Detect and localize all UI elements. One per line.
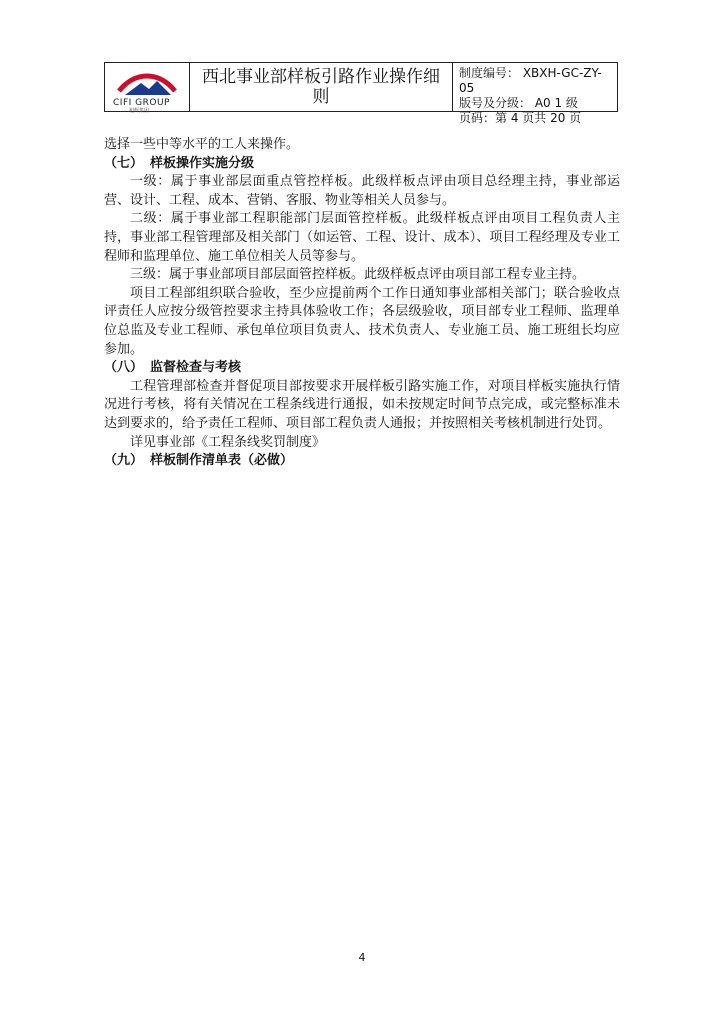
paragraph: 一级：属于事业部层面重点管控样板。此级样板点评由项目总经理主持，事业部运营、设计、工程、成本、营销、客服、物业等相关人员参与。 xyxy=(104,174,620,208)
document-code: 制度编号： XBXH-GC-ZY-05 xyxy=(459,66,602,95)
section-heading-8 xyxy=(104,359,620,378)
section-title: 监督检查与考核 xyxy=(150,360,242,376)
section-title: 样板操作实施分级 xyxy=(150,155,255,171)
logo-subtext: 旭辉集团 xyxy=(129,108,150,114)
document-page-info: 页码：第 4 页共 20 页 xyxy=(459,111,582,125)
paragraph: 项目工程部组织联合验收，至少应提前两个工作日通知事业部相关部门；联合验收点评责任人应按分级管控要求主持具体验收工作；各层级验收，项目部专业工程师、监理单位总监及专业工程师、承包单位项目负责人、技术负责人、专业施工员、施工班组长均应参加。 xyxy=(104,285,620,357)
document-body xyxy=(104,136,620,471)
paragraph: 二级：属于事业部工程职能部门层面管控样板。此级样板点评由项目工程负责人主持，事业部工程管理部及相关部门（如运管、工程、设计、成本）、项目工程经理及专业工程师和监理单位、施工单位相关人员等参与。 xyxy=(104,211,620,264)
section-heading-9 xyxy=(104,452,620,471)
document-header-table xyxy=(104,62,618,125)
document-version: 版号及分级： A0 1 级 xyxy=(459,96,578,110)
paragraph: 三级：属于事业部项目部层面管控样板。此级样板点评由项目部工程专业主持。 xyxy=(130,267,586,283)
section-number: （八） xyxy=(104,360,144,376)
logo-text: CIFI GROUP xyxy=(113,98,170,108)
paragraph: 详见事业部《工程条线奖罚制度》 xyxy=(130,434,326,450)
section-title: 样板制作清单表（必做） xyxy=(150,453,294,469)
document-info xyxy=(453,63,617,125)
paragraph: 工程管理部检查并督促项目部按要求开展样板引路实施工作，对项目样板实施执行情况进行考核，将有关情况在工程条线进行通报，如未按规定时间节点完成，或完整标准未达到要求的，给予责任工程师、项目部工程负责人通报；并按照相关考核机制进行处罚。 xyxy=(104,378,620,431)
paragraph: 选择一些中等水平的工人来操作。 xyxy=(104,137,300,152)
section-heading-7 xyxy=(104,155,620,174)
page-number: 4 xyxy=(358,951,366,964)
logo-cell xyxy=(105,63,190,114)
section-number: （九） xyxy=(104,453,144,469)
section-number: （七） xyxy=(104,155,144,171)
document-title: 西北事业部样板引路作业操作细则 xyxy=(190,63,453,111)
